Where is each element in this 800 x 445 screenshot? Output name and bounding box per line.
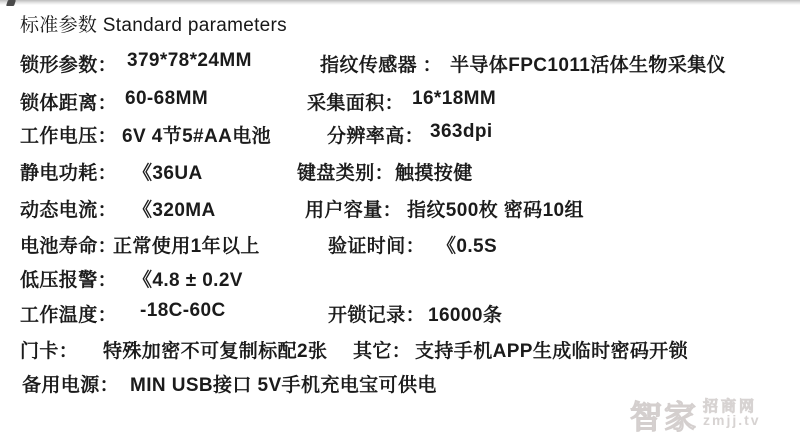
spec-value-lock-body-distance: 60-68MM	[125, 88, 209, 109]
spec-label-other: 其它：	[353, 341, 412, 362]
spec-label-keypad-type: 键盘类别：	[297, 163, 395, 184]
spec-label-verify-time: 验证时间：	[328, 236, 426, 257]
spec-label-unlock-records: 开锁记录：	[328, 305, 426, 326]
spec-value-working-voltage: 6V 4节5#AA电池	[122, 126, 272, 147]
spec-value-dynamic-current: 《320MA	[133, 200, 216, 221]
top-edge-shadow	[0, 0, 800, 5]
spec-label-static-power: 静电功耗：	[20, 163, 118, 184]
spec-label-battery-life: 电池寿命：	[20, 236, 118, 257]
spec-value-door-card: 特殊加密不可复制标配2张	[103, 341, 328, 362]
page-title: 标准参数 Standard parameters	[20, 15, 287, 36]
spec-value-static-power: 《36UA	[133, 163, 203, 184]
spec-value-lock-shape: 379*78*24MM	[127, 50, 252, 71]
watermark-brand: 智家	[630, 399, 699, 435]
spec-value-unlock-records: 16000条	[428, 305, 503, 326]
scan-artifact	[6, 0, 16, 6]
spec-value-battery-life: 正常使用1年以上	[113, 236, 260, 257]
watermark-sub: 招商网	[703, 398, 758, 415]
spec-value-resolution: 363dpi	[430, 121, 493, 142]
spec-label-working-temp: 工作温度：	[20, 305, 118, 326]
spec-value-fingerprint-sensor: 半导体FPC1011活体生物采集仪	[450, 55, 727, 76]
spec-label-door-card: 门卡：	[20, 341, 79, 362]
spec-value-backup-power: MIN USB接口 5V手机充电宝可供电	[130, 375, 437, 396]
spec-label-resolution: 分辨率高：	[327, 126, 425, 147]
spec-value-user-capacity: 指纹500枚 密码10组	[407, 200, 584, 221]
spec-label-backup-power: 备用电源：	[22, 375, 120, 396]
spec-value-other: 支持手机APP生成临时密码开锁	[415, 341, 689, 362]
spec-label-working-voltage: 工作电压：	[20, 126, 118, 147]
spec-value-capture-area: 16*18MM	[412, 88, 497, 109]
watermark-url: zmjj.tv	[703, 412, 761, 428]
spec-label-low-voltage-alarm: 低压报警：	[20, 270, 118, 291]
spec-label-lock-shape: 锁形参数：	[20, 55, 118, 76]
spec-value-verify-time: 《0.5S	[437, 236, 498, 257]
spec-label-capture-area: 采集面积：	[307, 93, 405, 114]
spec-value-low-voltage-alarm: 《4.8 ± 0.2V	[133, 270, 243, 291]
spec-label-dynamic-current: 动态电流：	[20, 200, 118, 221]
spec-label-lock-body-distance: 锁体距离：	[20, 93, 118, 114]
spec-value-keypad-type: 触摸按健	[395, 163, 473, 184]
watermark	[630, 392, 800, 437]
spec-label-fingerprint-sensor: 指纹传感器 ：	[320, 55, 443, 76]
spec-label-user-capacity: 用户容量：	[305, 200, 403, 221]
spec-value-working-temp: -18C-60C	[140, 300, 226, 321]
